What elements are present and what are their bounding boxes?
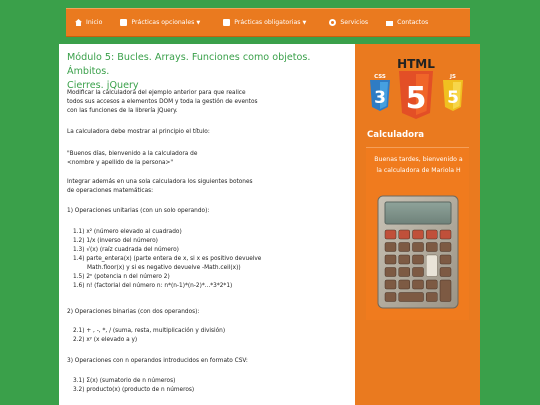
svg-text:5: 5 — [447, 88, 459, 108]
nary-list — [67, 377, 352, 395]
unary-list — [67, 228, 352, 291]
calculator-key — [385, 255, 396, 264]
greeting-line: Buenas tardes, bienvenido a — [374, 156, 463, 163]
list-item: 1.5) 2ⁿ (potencia n del número 2) — [73, 274, 170, 280]
svg-text:3: 3 — [374, 88, 386, 108]
sidebar — [355, 44, 480, 405]
intro-line: Modificar la calculadora del ejemplo anterior para que realice — [67, 90, 246, 96]
intro-paragraph — [67, 89, 352, 116]
calculator-key — [413, 230, 424, 239]
integrate-paragraph — [67, 178, 352, 196]
nav-optional-practices[interactable] — [111, 9, 209, 36]
caret-down-icon: ▼ — [302, 19, 307, 26]
calculator-key — [399, 280, 410, 289]
nav-home-label: Inicio — [86, 19, 103, 26]
list-item: 1.2) 1/x (inverso del número) — [73, 238, 158, 244]
list-item: 1.4) parte_entera(x) (parte entera de x, si x es positivo devuelve — [73, 256, 262, 262]
briefcase-icon — [223, 19, 230, 26]
page-title — [67, 51, 352, 93]
svg-text:CSS: CSS — [374, 74, 386, 80]
grid-icon — [120, 19, 127, 26]
nav-required-practices[interactable] — [209, 9, 315, 36]
svg-text:5: 5 — [405, 81, 427, 116]
main-content — [59, 44, 355, 405]
calculator-key-light — [426, 255, 437, 277]
calculator-key — [440, 230, 451, 239]
calculator-key — [385, 280, 396, 289]
nav-contacts-label: Contactos — [397, 19, 429, 26]
calculator-key — [426, 280, 437, 289]
javascript-icon — [443, 74, 463, 111]
calculator-key — [413, 243, 424, 252]
calculator-key — [385, 268, 396, 277]
integrate-line: de operaciones matemáticas: — [67, 188, 154, 194]
nav-services[interactable] — [315, 9, 377, 36]
calculator-key — [426, 243, 437, 252]
calculator-key — [399, 268, 410, 277]
unary-header — [67, 207, 352, 216]
html5-icon — [399, 71, 433, 119]
calculator-key — [440, 255, 451, 264]
calculator-key — [440, 268, 451, 277]
calculator-key — [413, 280, 424, 289]
nav-contacts[interactable] — [377, 9, 437, 36]
calculator-title: Calculadora — [367, 130, 425, 140]
css3-icon — [370, 74, 390, 111]
binary-list — [67, 327, 352, 345]
list-item: 3.2) producto(x) (producto de n números) — [73, 387, 195, 393]
list-item: 3.1) Σ(x) (sumatorio de n números) — [73, 378, 176, 384]
intro-line: con las funciones de la librería jQuery. — [67, 108, 178, 114]
calculator-key — [413, 255, 424, 264]
calculator-key — [426, 230, 437, 239]
calculator-image — [376, 194, 460, 310]
integrate-line: Integrar además en una sola calculadora los siguientes botones — [67, 179, 253, 185]
caret-down-icon: ▼ — [196, 19, 201, 26]
top-navigation — [66, 8, 470, 37]
greeting-line: la calculadora de Mariola H — [376, 167, 461, 174]
must-show-paragraph — [67, 128, 352, 137]
title-line-2: Cierres. jQuery — [67, 80, 139, 91]
section-header: 2) Operaciones binarias (con dos operandos): — [67, 309, 200, 315]
calculator-key — [399, 293, 424, 302]
must-show-line: La calculadora debe mostrar al principio el título: — [67, 129, 210, 135]
nav-services-label: Servicios — [340, 19, 369, 26]
mail-icon — [386, 21, 393, 26]
list-item: 1.6) n! (factorial del número n: n*(n-1)*(n-2)*...*3*2*1) — [73, 283, 233, 289]
calculator-key — [399, 230, 410, 239]
calculator-key — [399, 243, 410, 252]
nav-home[interactable] — [66, 9, 111, 36]
calculator-key — [426, 293, 437, 302]
quote-line: "Buenos días, bienvenido a la calculadora de — [67, 151, 198, 157]
title-line-1: Módulo 5: Bucles. Arrays. Funciones como objetos. Ámbitos. — [67, 52, 311, 77]
gear-icon — [329, 19, 336, 26]
svg-text:JS: JS — [449, 74, 457, 80]
html5-logo — [366, 55, 469, 130]
nav-optional-label: Prácticas opcionales — [131, 19, 195, 26]
calculator-key — [385, 230, 396, 239]
list-item: 2.2) xʸ (x elevado a y) — [73, 337, 138, 343]
section-header: 3) Operaciones con n operandos introducidos en formato CSV: — [67, 358, 248, 364]
intro-line: todos sus accesos a elementos DOM y toda la gestión de eventos — [67, 99, 258, 105]
logo-html-text: HTML — [397, 57, 435, 71]
list-item: 2.1) + , -, *, / (suma, resta, multiplicación y división) — [73, 328, 226, 334]
greeting-quote — [67, 150, 352, 168]
section-header: 1) Operaciones unitarias (con un solo operando): — [67, 208, 210, 214]
calculator-key — [385, 293, 396, 302]
calculator-key — [399, 255, 410, 264]
list-item: 1.1) x² (número elevado al cuadrado) — [73, 229, 182, 235]
nav-required-label: Prácticas obligatorias — [234, 19, 301, 26]
calculator-panel — [366, 147, 469, 320]
binary-header — [67, 308, 352, 317]
list-item: Math.floor(x) y si es negativo devuelve -Math.ceil(x)) — [87, 265, 241, 271]
greeting-text — [372, 154, 465, 176]
nary-header — [67, 357, 352, 366]
list-item: 1.3) √(x) (raíz cuadrada del número) — [73, 247, 179, 253]
calculator-key — [413, 268, 424, 277]
calculator-key — [440, 243, 451, 252]
home-icon — [75, 19, 82, 26]
calculator-key — [385, 243, 396, 252]
quote-line: <nombre y apellido de la persona>" — [67, 160, 174, 166]
calculator-key-tall — [440, 280, 451, 302]
